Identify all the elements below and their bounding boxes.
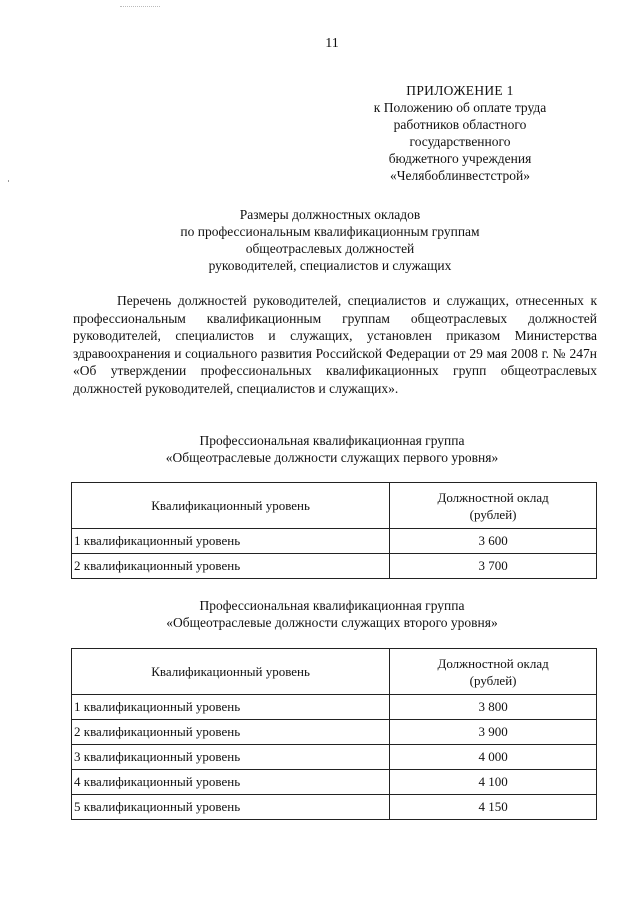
group-title-line: «Общеотраслевые должности служащих первого уровня» [165,450,499,465]
header-salary-line: Должностной оклад [437,489,549,505]
header-salary [390,649,597,695]
table-row [72,529,597,554]
header-salary-line: Должностной оклад [437,655,549,671]
salary-table-group-2 [71,648,597,820]
salary-cell: 3 900 [390,720,597,745]
scan-artifact [120,6,160,8]
appendix-block [340,82,580,184]
level-cell: 2 квалификационный уровень [72,554,390,579]
table-row [72,554,597,579]
intro-paragraph: Перечень должностей руководителей, специалистов и служащих, отнесенных к профессиональным квалификационным группам общеотраслевых должностей руководителей, специалистов и служащих, установлен приказом Министерства здравоохранения и социального развития Российской Федерации от 29 мая 2008 г. № 247н «Об утверждении профессиональных квалификационных групп общеотраслевых должностей руководителей, специалистов и служащих». [73,293,597,396]
salary-table-group-1 [71,482,597,579]
header-salary-unit: (рублей) [469,506,517,522]
table-header-row [72,649,597,695]
level-cell: 1 квалификационный уровень [72,695,390,720]
level-cell: 2 квалификационный уровень [72,720,390,745]
group-title-line: Профессиональная квалификационная группа [199,433,465,448]
salary-cell: 4 100 [390,770,597,795]
group-title-line: Профессиональная квалификационная группа [199,598,465,613]
group-2-title [100,597,564,631]
table-row [72,770,597,795]
document-heading [140,206,520,274]
heading-line: по профессиональным квалификационным группам [180,224,480,239]
appendix-title: ПРИЛОЖЕНИЕ 1 [406,83,514,98]
table-header-row [72,483,597,529]
level-cell: 5 квалификационный уровень [72,795,390,820]
table-row [72,695,597,720]
scan-artifact [8,180,9,182]
table-row [72,745,597,770]
appendix-line: «Челябоблинвестстрой» [389,168,530,183]
heading-line: руководителей, специалистов и служащих [208,258,452,273]
salary-cell: 3 800 [390,695,597,720]
header-level: Квалификационный уровень [72,649,390,695]
header-salary-unit: (рублей) [469,672,517,688]
salary-cell: 3 700 [390,554,597,579]
page-number: 11 [325,36,339,51]
table-row [72,720,597,745]
salary-cell: 3 600 [390,529,597,554]
heading-line: Размеры должностных окладов [239,207,421,222]
salary-cell: 4 150 [390,795,597,820]
group-title-line: «Общеотраслевые должности служащих второго уровня» [166,615,498,630]
header-level: Квалификационный уровень [72,483,390,529]
table-row [72,795,597,820]
level-cell: 4 квалификационный уровень [72,770,390,795]
level-cell: 3 квалификационный уровень [72,745,390,770]
heading-line: общеотраслевых должностей [245,241,415,256]
salary-cell: 4 000 [390,745,597,770]
appendix-line: государственного [409,134,511,149]
appendix-line: к Положению об оплате труда [373,100,547,115]
group-1-title [100,432,564,466]
appendix-line: работников областного [393,117,527,132]
level-cell: 1 квалификационный уровень [72,529,390,554]
header-salary [390,483,597,529]
appendix-line: бюджетного учреждения [388,151,532,166]
